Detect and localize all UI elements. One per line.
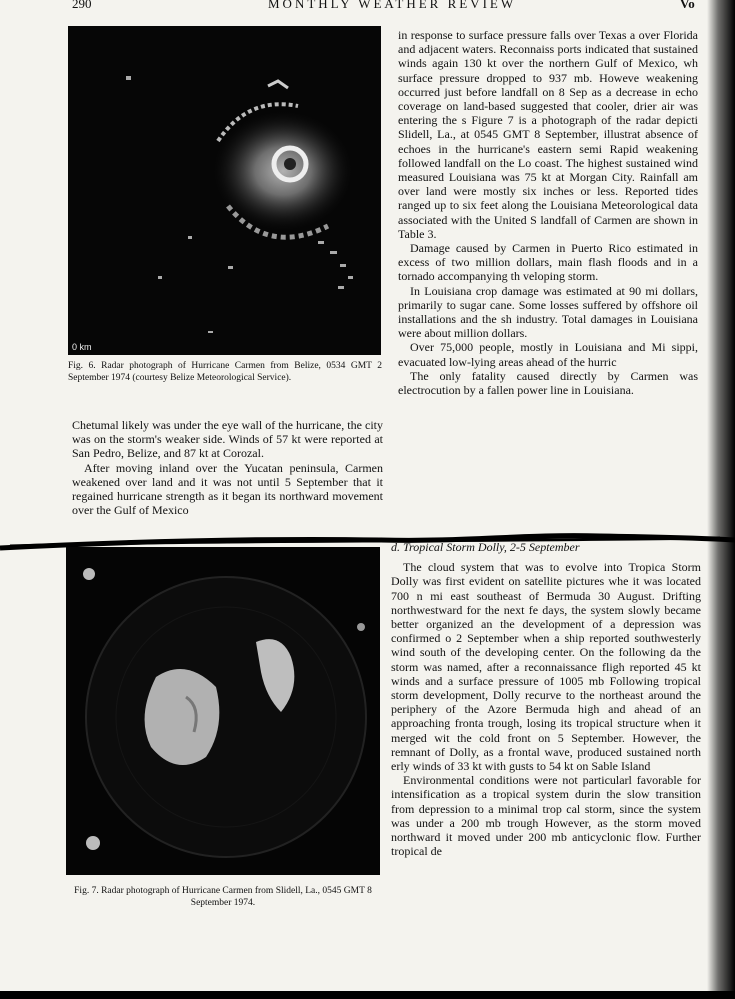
- page-number: 290: [72, 0, 92, 11]
- page-binding-shadow: [707, 0, 735, 999]
- paragraph: Environmental conditions were not particularl favorable for intensification as a tropical system durin the slow transition from depression to a minimal trop cal storm, since the system was under a 200 mb trough However, as the storm moved northward it moved under 200 mb anticyclonic flow. Further tropical de: [391, 773, 701, 859]
- figure-6-radar-photo: [68, 26, 381, 355]
- radar-image-slidell: [66, 547, 380, 875]
- scale-label: 0 km: [72, 342, 92, 352]
- right-column-top-text: [398, 28, 698, 523]
- right-column-bottom-text: [391, 540, 701, 920]
- paragraph: Chetumal likely was under the eye wall of the hurricane, the city was on the storm's weaker side. Winds of 57 kt were reported at San Pedro, Belize, and 87 kt at Corozal.: [72, 418, 383, 461]
- paragraph: in response to surface pressure falls over Texas a over Florida and adjacent waters. Reconnaiss ports indicated that sustained winds again 130 kt over the northern Gulf of Mexico, wh surface pressure dropped to 937 mb. Howeve weakening occurred just before landfall on 8 Sep as a decrease in echo coverage on land-based suggested that cooler, drier air was entering the s Figure 7 is a photograph of the radar depicti Slidell, La., at 0545 GMT 8 September, illustrat absence of echoes in the hurricane's eastern semi Rapid weakening followed landfall on the Lo coast. The highest sustained wind measured Louisiana was 75 kt at Morgan City. Rainfall am over land were mostly six inches or less. Reported tides ranged up to six feet along the Louisiana Meteorological data associated with the United S landfall of Carmen are shown in Table 3.: [398, 28, 698, 241]
- section-heading: d. Tropical Storm Dolly, 2-5 September: [391, 540, 580, 554]
- journal-title: MONTHLY WEATHER REVIEW: [268, 0, 517, 11]
- radar-image-belize: [68, 26, 381, 355]
- scan-bottom-edge: [0, 991, 735, 999]
- volume-label: Vo: [680, 0, 695, 11]
- figure-7-caption: Fig. 7. Radar photograph of Hurricane Carmen from Slidell, La., 0545 GMT 8 September 1974.: [74, 886, 372, 908]
- paragraph: The only fatality caused directly by Carmen was electrocution by a fallen power line in Louisiana.: [398, 368, 698, 398]
- paragraph: Over 75,000 people, mostly in Louisiana and Mi sippi, evacuated low-lying areas ahead of the hurric: [398, 340, 698, 369]
- paragraph: Damage caused by Carmen in Puerto Rico estimated in excess of two million dollars, main flash floods and in a tornado accompanying th veloping storm.: [398, 241, 698, 284]
- figure-7-radar-photo: [66, 547, 380, 875]
- paragraph: In Louisiana crop damage was estimated at 90 mi dollars, primarily to sugar cane. Some losses suffered by offshore oil installations and the sh industry. Total damages in Louisiana were about million dollars.: [398, 283, 698, 341]
- page-header: [0, 0, 735, 12]
- paragraph: The cloud system that was to evolve into Tropica Storm Dolly was first evident on satellite pictures whe it was located 700 n mi east southeast of Bermuda 30 August. Drifting northwestward for the next fe days, the system slowly became better organized an the development of a depression was confirmed o 2 September when a ship reported southwesterly wind south of the developing center. On the following da the storm was named, after a reconnaissance fligh reported 45 kt winds and a surface pressure of 1005 mb Following tropical storm development, Dolly recurve to the northeast around the periphery of the Azore Bermuda high and ahead of an approaching fronta trough, losing its tropical structure when it merged wit the cold front on 5 September. However, the remnant of Dolly, as a frontal wave, produced sustained north erly winds of 33 kt with gusts to 54 kt on Sable Island: [391, 560, 701, 774]
- figure-6-caption: Fig. 6. Radar photograph of Hurricane Carmen from Belize, 0534 GMT 2 September 1974 (courtesy Belize Meteorological Service).: [68, 361, 382, 383]
- paragraph: After moving inland over the Yucatan peninsula, Carmen weakened over land and it was not until 5 September that it regained hurricane strength as it began its northward movement over the Gulf of Mexico: [72, 460, 383, 518]
- left-column-text: [72, 418, 383, 530]
